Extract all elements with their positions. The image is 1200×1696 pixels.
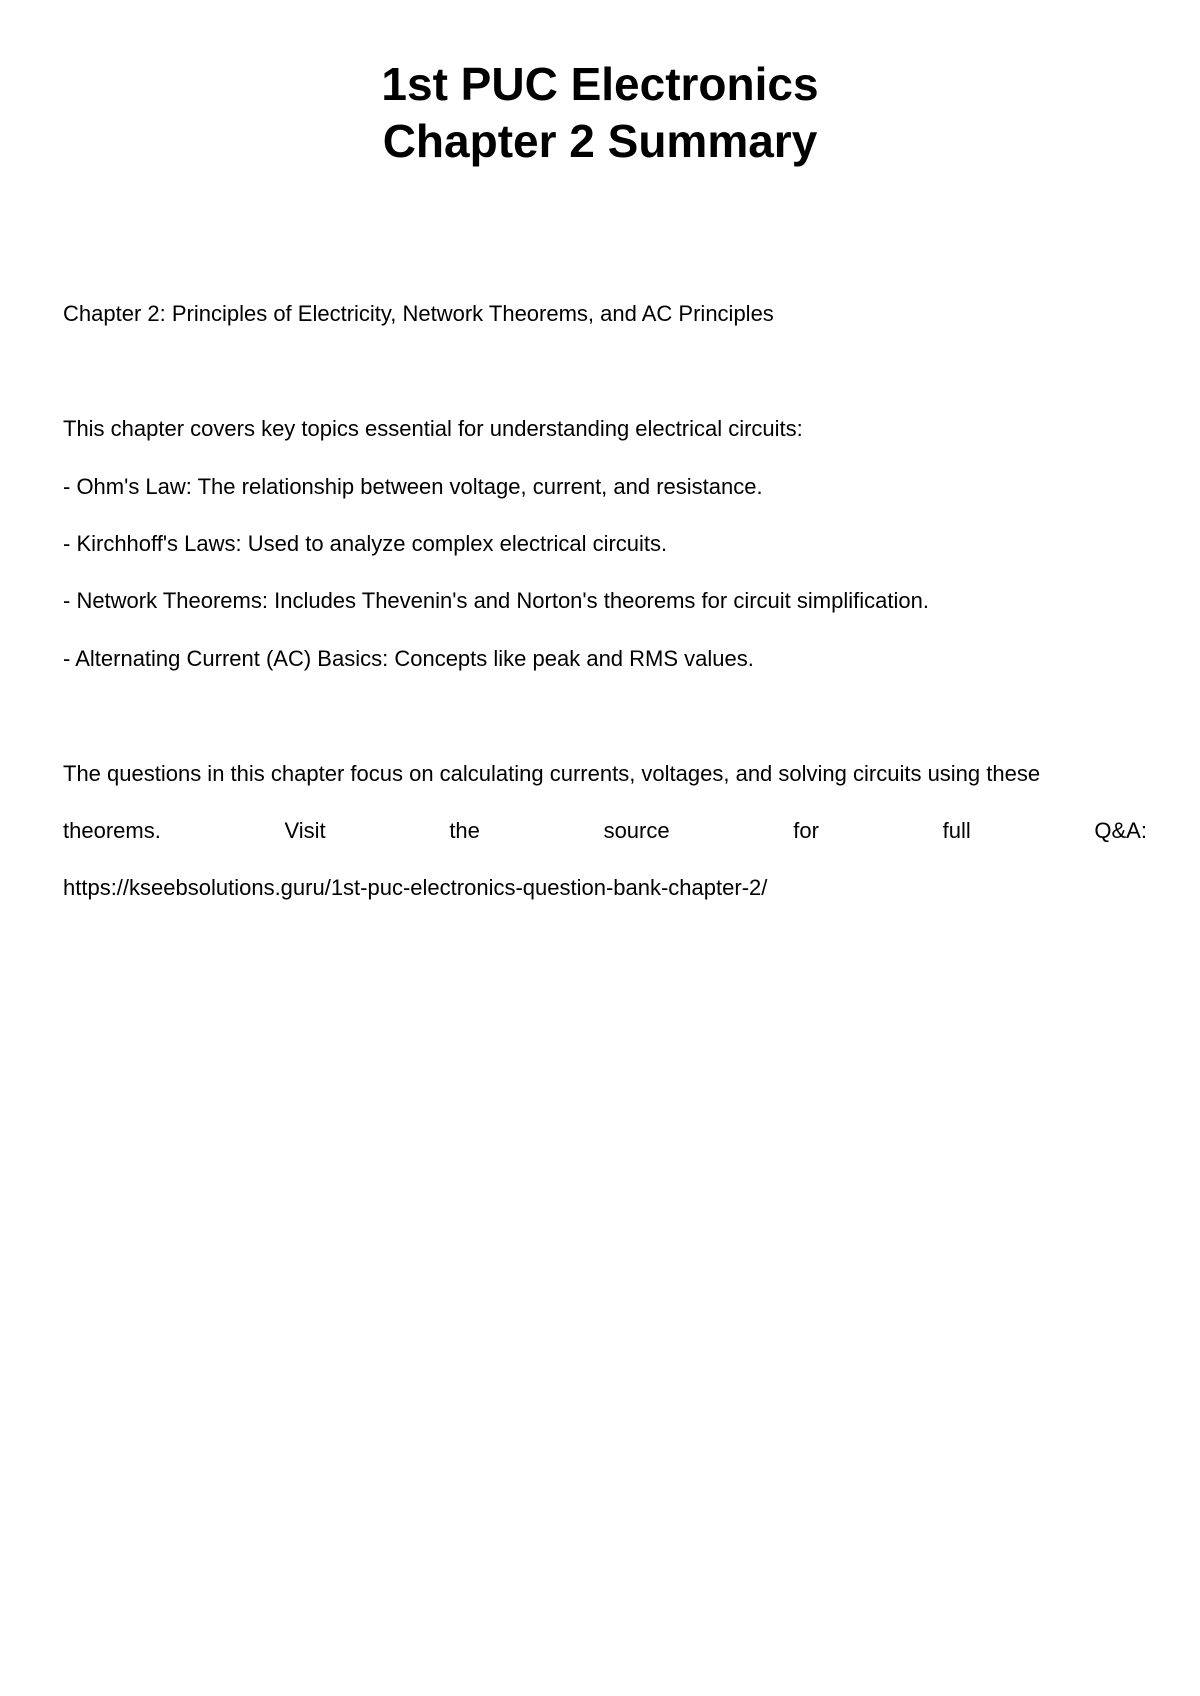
title-line-1: 1st PUC Electronics [381,58,819,110]
paragraph-word: source [603,818,670,843]
source-url: https://kseebsolutions.guru/1st-puc-electronics-question-bank-chapter-2/ [63,875,768,900]
paragraph-word: Q&A: [1094,818,1147,843]
list-item: - Alternating Current (AC) Basics: Concepts like peak and RMS values. [63,646,754,671]
paragraph-word: the [449,818,480,843]
paragraph-line-1: The questions in this chapter focus on calculating currents, voltages, and solving circuits using these [63,761,1041,786]
intro-text: This chapter covers key topics essential for understanding electrical circuits: [63,416,803,441]
list-item: - Kirchhoff's Laws: Used to analyze complex electrical circuits. [63,531,668,556]
paragraph-word: theorems. [63,818,161,843]
paragraph-word: Visit [284,818,326,843]
paragraph-word: full [942,818,971,843]
title-line-2: Chapter 2 Summary [382,115,818,167]
page-title [0,56,1200,170]
list-item: - Ohm's Law: The relationship between voltage, current, and resistance. [63,474,763,499]
list-item: - Network Theorems: Includes Thevenin's and Norton's theorems for circuit simplification. [63,588,929,613]
paragraph-word: for [793,818,819,843]
chapter-subtitle: Chapter 2: Principles of Electricity, Network Theorems, and AC Principles [63,301,774,326]
paragraph-line-2 [63,818,1147,844]
